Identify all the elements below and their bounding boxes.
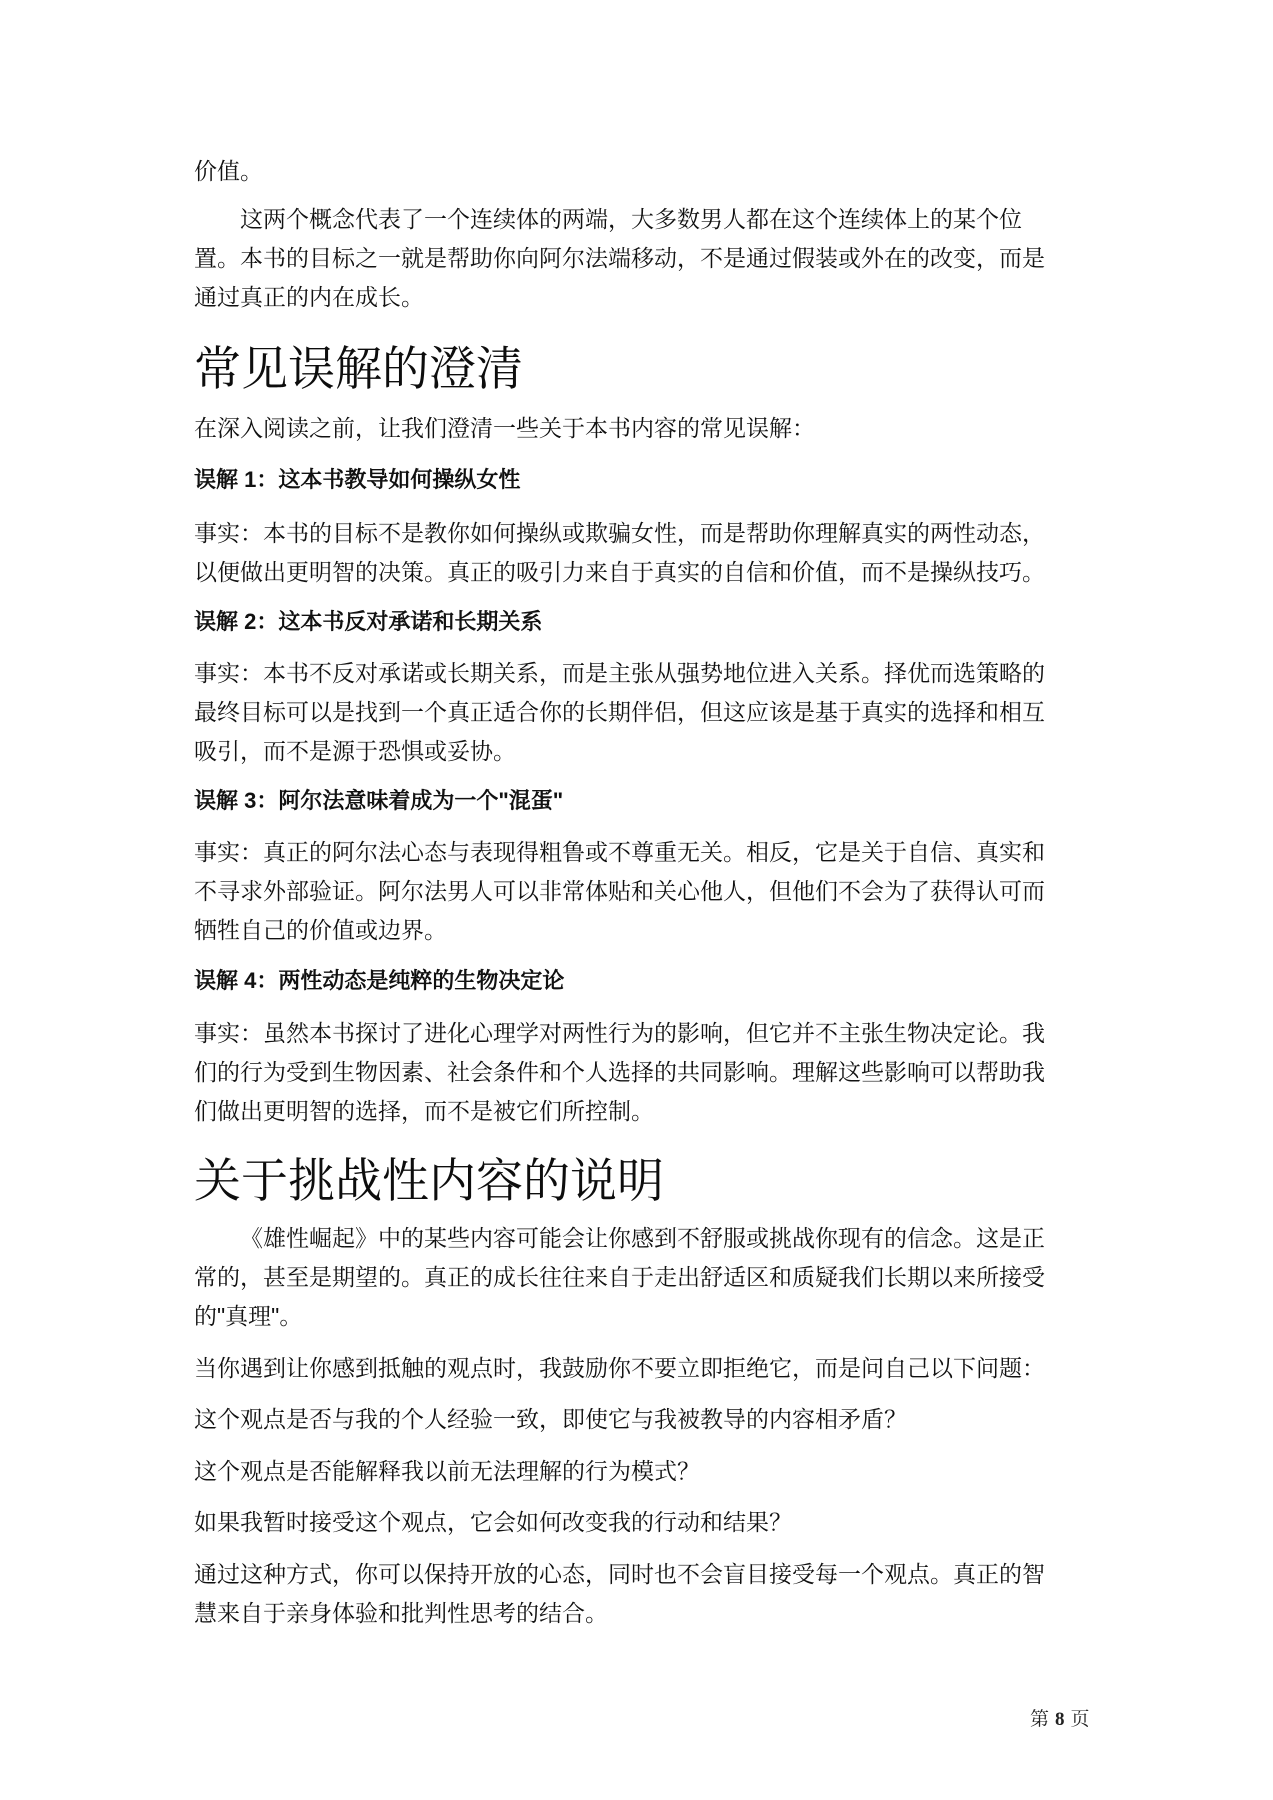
paragraph-line: 吸引，而不是源于恐惧或妥协。: [194, 738, 516, 764]
question-item: [194, 1503, 1094, 1542]
paragraph-line: 事实：本书不反对承诺或长期关系，而是主张从强势地位进入关系。择优而选策略的: [194, 660, 1045, 686]
paragraph-line: 慧来自于亲身体验和批判性思考的结合。: [194, 1600, 608, 1626]
paragraph-line: 的"真理"。: [194, 1303, 303, 1329]
paragraph-line: 们的行为受到生物因素、社会条件和个人选择的共同影响。理解这些影响可以帮助我: [194, 1059, 1045, 1085]
closing-paragraph: [194, 1555, 1094, 1633]
fact-paragraph: [194, 1014, 1094, 1131]
paragraph-line: 在深入阅读之前，让我们澄清一些关于本书内容的常见误解：: [194, 415, 815, 441]
continued-paragraph: [194, 152, 1094, 191]
paragraph-line: 置。本书的目标之一就是帮助你向阿尔法端移动，不是通过假装或外在的改变，而是: [194, 245, 1045, 271]
question-text: 这个观点是否与我的个人经验一致，即使它与我被教导的内容相矛盾？: [194, 1406, 907, 1432]
page-number-footer: [1030, 1706, 1090, 1734]
paragraph-line: 以便做出更明智的决策。真正的吸引力来自于真实的自信和价值，而不是操纵技巧。: [194, 559, 1045, 585]
paragraph-line: 事实：真正的阿尔法心态与表现得粗鲁或不尊重无关。相反，它是关于自信、真实和: [194, 839, 1045, 865]
paragraph-line: 最终目标可以是找到一个真正适合你的长期伴侣，但这应该是基于真实的选择和相互: [194, 699, 1045, 725]
section-lead-paragraph: [194, 409, 1094, 448]
paragraph-line: 事实：虽然本书探讨了进化心理学对两性行为的影响，但它并不主张生物决定论。我: [194, 1020, 1045, 1046]
myth-title: [194, 460, 1094, 499]
paragraph-line: 常的，甚至是期望的。真正的成长往往来自于走出舒适区和质疑我们长期以来所接受: [194, 1264, 1045, 1290]
paragraph-line: 通过这种方式，你可以保持开放的心态，同时也不会盲目接受每一个观点。真正的智: [194, 1561, 1045, 1587]
fact-paragraph: [194, 514, 1094, 592]
myth-title-text: 误解 2：这本书反对承诺和长期关系: [194, 609, 543, 634]
myth-title: [194, 602, 1094, 641]
question-item: [194, 1452, 1094, 1491]
page-number-suffix: 页: [1070, 1709, 1090, 1730]
myth-title-text: 误解 3：阿尔法意味着成为一个"混蛋": [194, 788, 564, 813]
challenging-paragraph: [194, 1219, 1094, 1336]
page-number: 8: [1055, 1709, 1065, 1730]
question-text: 这个观点是否能解释我以前无法理解的行为模式？: [194, 1458, 700, 1484]
question-text: 如果我暂时接受这个观点，它会如何改变我的行动和结果？: [194, 1509, 792, 1535]
paragraph-line: 通过真正的内在成长。: [194, 284, 424, 310]
paragraph-line: 牺牲自己的价值或边界。: [194, 917, 447, 943]
section-heading-challenging-content: 关于挑战性内容的说明: [194, 1154, 664, 1207]
page-number-prefix: 第: [1030, 1709, 1050, 1730]
myth-title: [194, 961, 1094, 1000]
paragraph-line: 们做出更明智的选择，而不是被它们所控制。: [194, 1098, 654, 1124]
paragraph-line: 价值。: [194, 158, 263, 184]
myth-title-text: 误解 1：这本书教导如何操纵女性: [194, 467, 521, 492]
section-heading-misconceptions: 常见误解的澄清: [194, 342, 523, 395]
paragraph-line: 《雄性崛起》中的某些内容可能会让你感到不舒服或挑战你现有的信念。这是正: [240, 1225, 1045, 1251]
paragraph-line: 这两个概念代表了一个连续体的两端，大多数男人都在这个连续体上的某个位: [240, 206, 1022, 232]
paragraph-line: 当你遇到让你感到抵触的观点时，我鼓励你不要立即拒绝它，而是问自己以下问题：: [194, 1355, 1045, 1381]
question-item: [194, 1400, 1094, 1439]
paragraph-line: 事实：本书的目标不是教你如何操纵或欺骗女性，而是帮助你理解真实的两性动态，: [194, 520, 1045, 546]
intro-paragraph: [194, 200, 1094, 317]
fact-paragraph: [194, 654, 1094, 771]
myth-title-text: 误解 4：两性动态是纯粹的生物决定论: [194, 968, 565, 993]
questions-intro-paragraph: [194, 1349, 1094, 1388]
paragraph-line: 不寻求外部验证。阿尔法男人可以非常体贴和关心他人，但他们不会为了获得认可而: [194, 878, 1045, 904]
fact-paragraph: [194, 833, 1094, 950]
myth-title: [194, 781, 1094, 820]
